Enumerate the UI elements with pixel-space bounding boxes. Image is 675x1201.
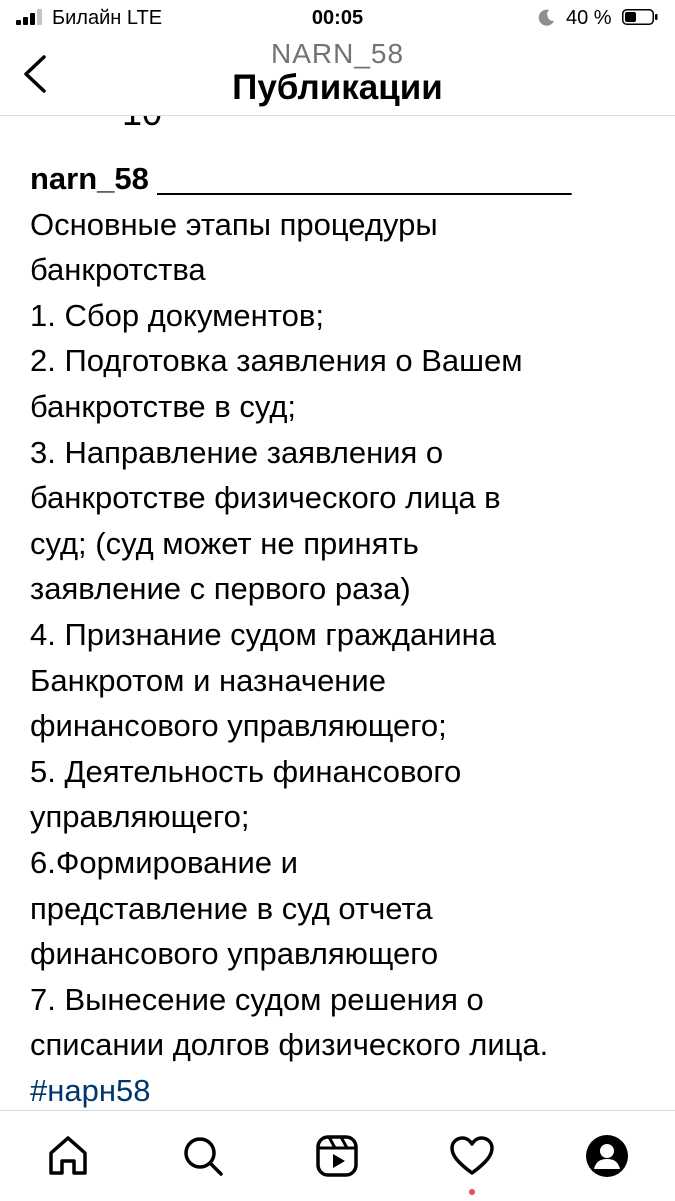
battery-percent: 40 % [566, 7, 612, 29]
home-icon [45, 1133, 91, 1179]
caption-header [30, 156, 650, 202]
carrier-label: Билайн LTE [52, 7, 163, 29]
feed-content [0, 116, 675, 1110]
nav-profile[interactable] [584, 1133, 630, 1179]
nav-home[interactable] [45, 1133, 91, 1179]
caption-line: Основные этапы процедуры [30, 206, 438, 242]
caption-line: 7. Вынесение судом решения о [30, 981, 484, 1017]
post-caption [30, 156, 650, 1113]
caption-line: управляющего; [30, 799, 250, 835]
caption-username-link[interactable]: narn_58 [30, 161, 149, 196]
reels-icon [314, 1133, 360, 1179]
caption-line: банкротства [30, 252, 206, 288]
caption-line: 6.Формирование и [30, 844, 298, 880]
caption-line: представление в суд отчета [30, 890, 433, 926]
caption-rule: ________________________ [157, 161, 572, 196]
caption-line: финансового управляющего [30, 936, 439, 972]
caption-line: финансового управляющего; [30, 708, 447, 744]
battery-icon [622, 9, 658, 25]
moon-icon [536, 8, 556, 28]
caption-line: банкротстве в суд; [30, 388, 297, 424]
caption-line: банкротстве физического лица в [30, 480, 501, 516]
caption-line: суд; (суд может не принять [30, 525, 419, 561]
search-icon [180, 1133, 226, 1179]
status-bar [0, 0, 675, 38]
caption-line: 3. Направление заявления о [30, 434, 444, 470]
caption-line: 2. Подготовка заявления о Вашем [30, 343, 523, 379]
caption-text [30, 202, 650, 1068]
hashtag-link[interactable]: #нарн58 [30, 1072, 151, 1108]
nav-activity[interactable] [449, 1133, 495, 1179]
bottom-nav [0, 1110, 675, 1201]
header [0, 38, 675, 116]
page-title: Публикации [232, 68, 443, 107]
header-username: NARN_58 [270, 38, 405, 69]
heart-icon [449, 1133, 495, 1179]
caption-line: 4. Признание судом гражданина [30, 616, 497, 652]
caption-line: 1. Сбор документов; [30, 297, 324, 333]
caption-line: Банкротом и назначение [30, 662, 386, 698]
clock: 00:05 [311, 7, 364, 29]
notification-dot [469, 1189, 475, 1195]
nav-search[interactable] [180, 1133, 226, 1179]
caption-line: заявление с первого раза) [30, 571, 411, 607]
nav-reels[interactable] [314, 1133, 360, 1179]
profile-icon [584, 1133, 630, 1179]
caption-line: 5. Деятельность финансового [30, 753, 462, 789]
caption-line: списании долгов физического лица. [30, 1027, 549, 1063]
